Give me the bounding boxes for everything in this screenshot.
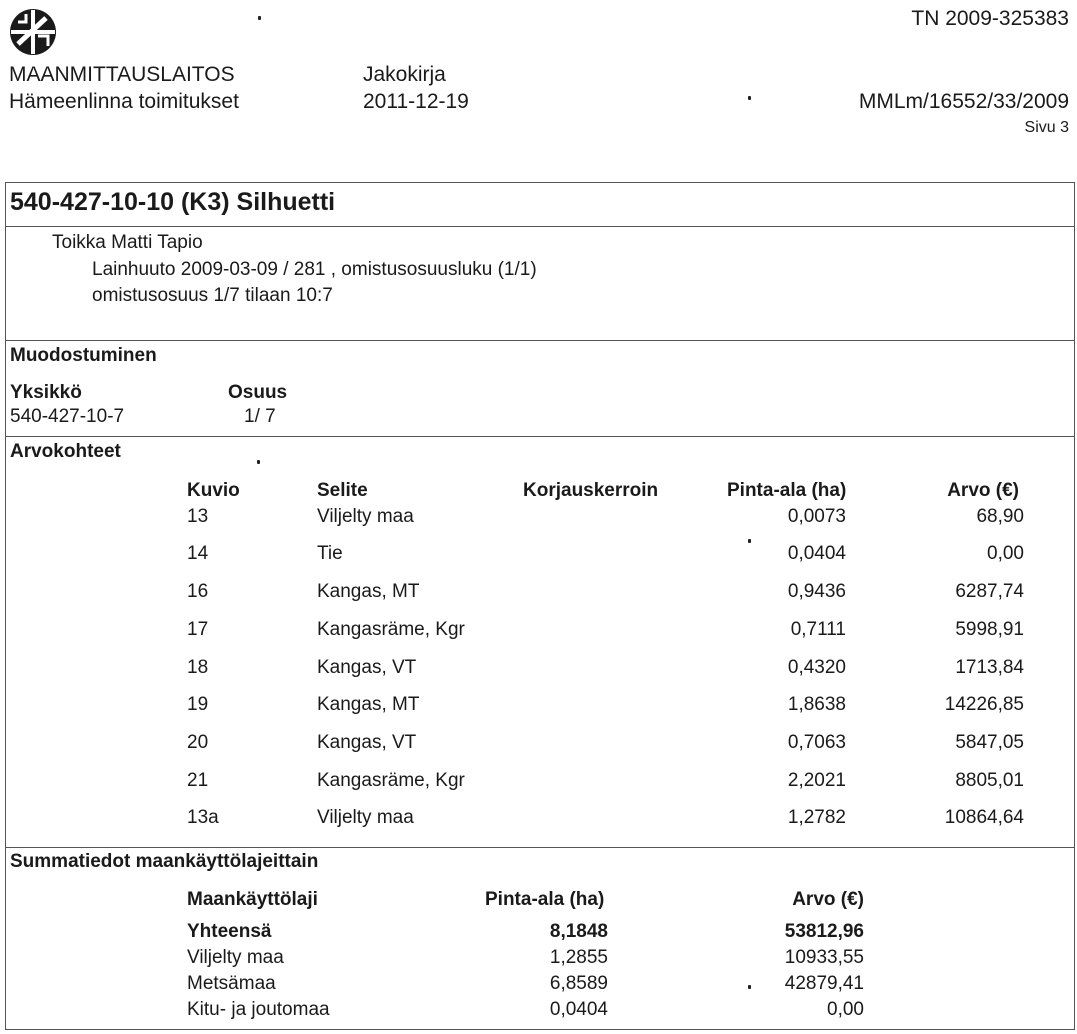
summary-section-title: Summatiedot maankäyttölajeittain bbox=[10, 851, 319, 872]
arvo-cell: 5847,05 bbox=[955, 732, 1024, 753]
values-section-title: Arvokohteet bbox=[10, 441, 121, 462]
divider bbox=[5, 436, 1075, 437]
formation-share: 1/ 7 bbox=[244, 406, 276, 427]
scan-speck bbox=[258, 16, 261, 20]
arvo-cell: 5998,91 bbox=[955, 619, 1024, 640]
kuvio-cell: 13 bbox=[187, 506, 209, 527]
formation-col-unit: Yksikkö bbox=[10, 382, 82, 403]
arvo-cell: 8805,01 bbox=[955, 770, 1024, 791]
arvo-cell: 0,00 bbox=[827, 999, 864, 1020]
laji-cell: Yhteensä bbox=[187, 921, 272, 942]
summary-col-arvo: Arvo (€) bbox=[792, 889, 864, 910]
values-col-arvo: Arvo (€) bbox=[947, 480, 1019, 501]
selite-cell: Kangas, VT bbox=[317, 732, 417, 753]
scan-speck bbox=[748, 96, 751, 100]
kuvio-cell: 19 bbox=[187, 694, 209, 715]
maanmittauslaitos-logo-icon bbox=[8, 6, 58, 58]
doc-date: 2011-12-19 bbox=[363, 90, 469, 113]
selite-cell: Viljelty maa bbox=[317, 807, 414, 828]
property-title: 540-427-10-10 (K3) Silhuetti bbox=[10, 188, 336, 216]
laji-cell: Kitu- ja joutomaa bbox=[187, 999, 330, 1020]
pinta-ala-cell: 2,2021 bbox=[787, 770, 846, 791]
page-number: Sivu 3 bbox=[1024, 119, 1069, 136]
pinta-ala-cell: 0,0404 bbox=[787, 543, 846, 564]
arvo-cell: 1713,84 bbox=[955, 657, 1024, 678]
values-col-pinta-ala: Pinta-ala (ha) bbox=[727, 480, 847, 501]
selite-cell: Viljelty maa bbox=[317, 506, 414, 527]
pinta-ala-cell: 0,7111 bbox=[790, 619, 846, 640]
selite-cell: Tie bbox=[317, 543, 343, 564]
ownership-line: Lainhuuto 2009-03-09 / 281 , omistusosuusluku (1/1) bbox=[92, 259, 537, 280]
laji-cell: Viljelty maa bbox=[187, 947, 284, 968]
values-col-kuvio: Kuvio bbox=[187, 480, 240, 501]
pinta-ala-cell: 0,0404 bbox=[549, 999, 608, 1020]
formation-unit: 540-427-10-7 bbox=[10, 406, 125, 427]
values-col-korjauskerroin: Korjauskerroin bbox=[523, 480, 659, 501]
arvo-cell: 42879,41 bbox=[784, 973, 864, 994]
divider bbox=[5, 226, 1075, 227]
pinta-ala-cell: 0,0073 bbox=[787, 506, 846, 527]
kuvio-cell: 13a bbox=[187, 807, 219, 828]
kuvio-cell: 18 bbox=[187, 657, 209, 678]
scan-speck bbox=[748, 539, 751, 543]
arvo-cell: 10933,55 bbox=[784, 947, 864, 968]
reference-number: MMLm/16552/33/2009 bbox=[858, 90, 1069, 113]
selite-cell: Kangas, MT bbox=[317, 581, 420, 602]
summary-col-laji: Maankäyttölaji bbox=[187, 889, 318, 910]
summary-col-pinta-ala: Pinta-ala (ha) bbox=[485, 889, 605, 910]
divider bbox=[5, 847, 1075, 848]
divider bbox=[5, 340, 1075, 341]
laji-cell: Metsämaa bbox=[187, 973, 276, 994]
kuvio-cell: 14 bbox=[187, 543, 209, 564]
selite-cell: Kangas, VT bbox=[317, 657, 417, 678]
pinta-ala-cell: 6,8589 bbox=[549, 973, 608, 994]
arvo-cell: 6287,74 bbox=[955, 581, 1024, 602]
pinta-ala-cell: 0,4320 bbox=[787, 657, 846, 678]
values-col-selite: Selite bbox=[317, 480, 368, 501]
formation-section-title: Muodostuminen bbox=[10, 345, 157, 366]
pinta-ala-cell: 1,8638 bbox=[787, 694, 846, 715]
formation-col-share: Osuus bbox=[228, 382, 288, 403]
pinta-ala-cell: 0,9436 bbox=[787, 581, 846, 602]
arvo-cell: 53812,96 bbox=[784, 921, 864, 942]
scan-speck bbox=[748, 985, 751, 989]
doc-type: Jakokirja bbox=[363, 63, 446, 86]
ownership-share-line: omistusosuus 1/7 tilaan 10:7 bbox=[92, 285, 333, 306]
kuvio-cell: 21 bbox=[187, 770, 209, 791]
kuvio-cell: 20 bbox=[187, 732, 209, 753]
tn-number: TN 2009-325383 bbox=[911, 7, 1069, 30]
org-unit: Hämeenlinna toimitukset bbox=[9, 90, 239, 113]
pinta-ala-cell: 1,2782 bbox=[787, 807, 846, 828]
arvo-cell: 0,00 bbox=[987, 543, 1024, 564]
owner-name: Toikka Matti Tapio bbox=[52, 232, 203, 253]
arvo-cell: 14226,85 bbox=[944, 694, 1024, 715]
arvo-cell: 10864,64 bbox=[944, 807, 1024, 828]
selite-cell: Kangasräme, Kgr bbox=[317, 770, 465, 791]
selite-cell: Kangasräme, Kgr bbox=[317, 619, 465, 640]
org-name: MAANMITTAUSLAITOS bbox=[9, 63, 235, 86]
pinta-ala-cell: 0,7063 bbox=[787, 732, 846, 753]
arvo-cell: 68,90 bbox=[976, 506, 1024, 527]
pinta-ala-cell: 8,1848 bbox=[549, 921, 608, 942]
selite-cell: Kangas, MT bbox=[317, 694, 420, 715]
pinta-ala-cell: 1,2855 bbox=[549, 947, 608, 968]
kuvio-cell: 16 bbox=[187, 581, 209, 602]
scan-speck bbox=[257, 460, 260, 464]
kuvio-cell: 17 bbox=[187, 619, 209, 640]
